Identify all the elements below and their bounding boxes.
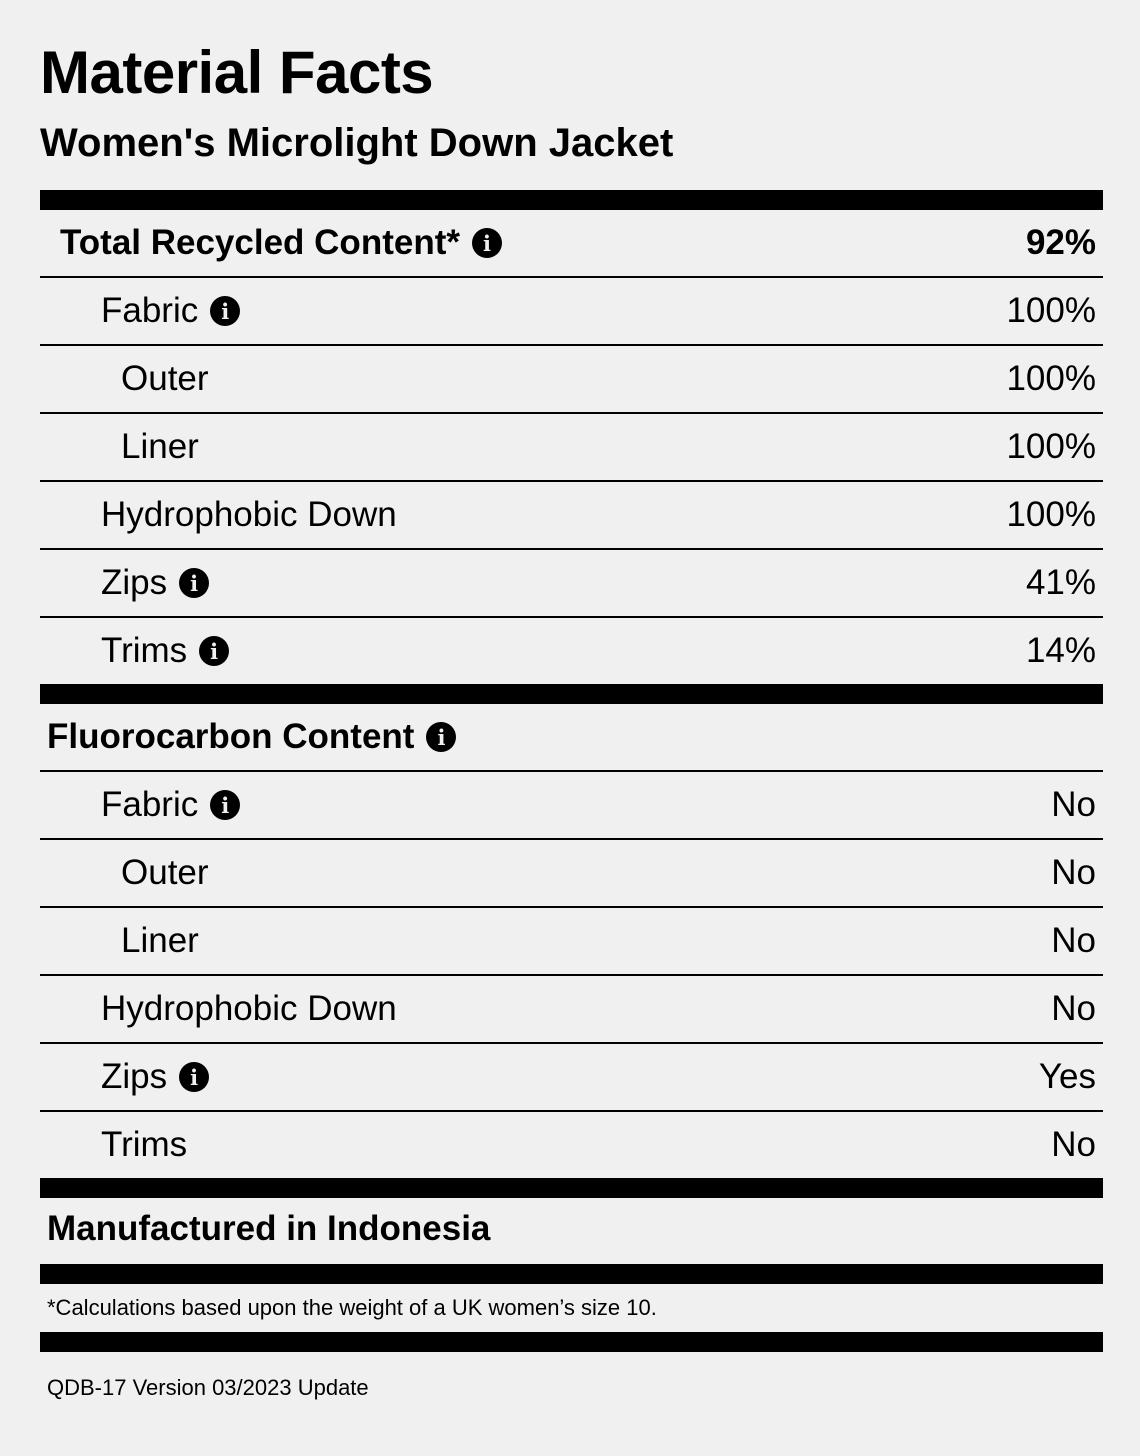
fluorocarbon-row-hydrophobic-down — [40, 976, 1103, 1044]
page-title: Material Facts — [40, 39, 434, 106]
section-divider — [40, 1178, 1103, 1198]
recycled-total-row — [40, 210, 1103, 278]
version-text: QDB-17 Version 03/2023 Update — [47, 1375, 369, 1400]
row-value: 14% — [1025, 631, 1096, 670]
row-label — [101, 482, 397, 548]
manufactured-row — [40, 1196, 1103, 1264]
row-value: 100% — [1006, 291, 1096, 330]
info-icon[interactable]: i — [210, 296, 240, 326]
recycled-row-outer — [40, 346, 1103, 414]
row-label-text: Hydrophobic Down — [101, 989, 397, 1028]
row-label — [121, 414, 199, 480]
row-label-text: Zips — [101, 1057, 168, 1096]
row-value: No — [1051, 1125, 1096, 1164]
section-divider — [40, 1264, 1103, 1284]
info-icon[interactable]: i — [210, 790, 240, 820]
row-label — [101, 550, 209, 616]
row-label-text: Outer — [121, 853, 209, 892]
row-label-text: Outer — [121, 359, 209, 398]
fluorocarbon-heading-text: Fluorocarbon Content — [47, 717, 415, 756]
row-label — [101, 1112, 187, 1178]
footnote: *Calculations based upon the weight of a UK women’s size 10. — [47, 1295, 657, 1320]
info-icon[interactable]: i — [179, 1062, 209, 1092]
recycled-row-fabric — [40, 278, 1103, 346]
row-value: 100% — [1006, 359, 1096, 398]
info-icon[interactable]: i — [472, 228, 502, 258]
fluorocarbon-row-fabric — [40, 772, 1103, 840]
row-value: No — [1051, 989, 1096, 1028]
row-label — [101, 772, 240, 838]
recycled-row-trims — [40, 618, 1103, 686]
info-icon[interactable]: i — [199, 636, 229, 666]
recycled-row-liner — [40, 414, 1103, 482]
row-label — [121, 840, 209, 906]
recycled-heading-label — [60, 210, 502, 276]
fluorocarbon-heading-label — [47, 704, 456, 770]
row-label-text: Fabric — [101, 785, 199, 824]
section-divider — [40, 684, 1103, 704]
fluorocarbon-heading-row — [40, 704, 1103, 772]
section-divider — [40, 190, 1103, 210]
row-value: Yes — [1038, 1057, 1096, 1096]
row-label — [101, 976, 397, 1042]
row-label-text: Hydrophobic Down — [101, 495, 397, 534]
fluorocarbon-row-zips — [40, 1044, 1103, 1112]
info-icon[interactable]: i — [179, 568, 209, 598]
row-label-text: Liner — [121, 921, 199, 960]
recycled-heading-text: Total Recycled Content* — [60, 223, 460, 262]
manufactured-label: Manufactured in Indonesia — [47, 1209, 491, 1248]
row-label-text: Trims — [101, 1125, 188, 1164]
row-label-text: Trims — [101, 631, 188, 670]
recycled-total-value: 92% — [1025, 223, 1096, 262]
row-label-text: Zips — [101, 563, 168, 602]
row-label — [121, 908, 199, 974]
fluorocarbon-row-outer — [40, 840, 1103, 908]
row-value: No — [1051, 785, 1096, 824]
row-value: 41% — [1025, 563, 1096, 602]
recycled-row-hydrophobic-down — [40, 482, 1103, 550]
fluorocarbon-row-liner — [40, 908, 1103, 976]
fluorocarbon-row-trims — [40, 1112, 1103, 1180]
row-value: 100% — [1006, 495, 1096, 534]
row-value: No — [1051, 853, 1096, 892]
row-label — [121, 346, 209, 412]
product-name: Women's Microlight Down Jacket — [40, 121, 674, 165]
row-label — [101, 618, 229, 684]
row-label-text: Liner — [121, 427, 199, 466]
row-label-text: Fabric — [101, 291, 199, 330]
info-icon[interactable]: i — [426, 722, 456, 752]
recycled-row-zips — [40, 550, 1103, 618]
row-label — [101, 278, 240, 344]
row-value: 100% — [1006, 427, 1096, 466]
row-value: No — [1051, 921, 1096, 960]
row-label — [101, 1044, 209, 1110]
section-divider — [40, 1332, 1103, 1352]
